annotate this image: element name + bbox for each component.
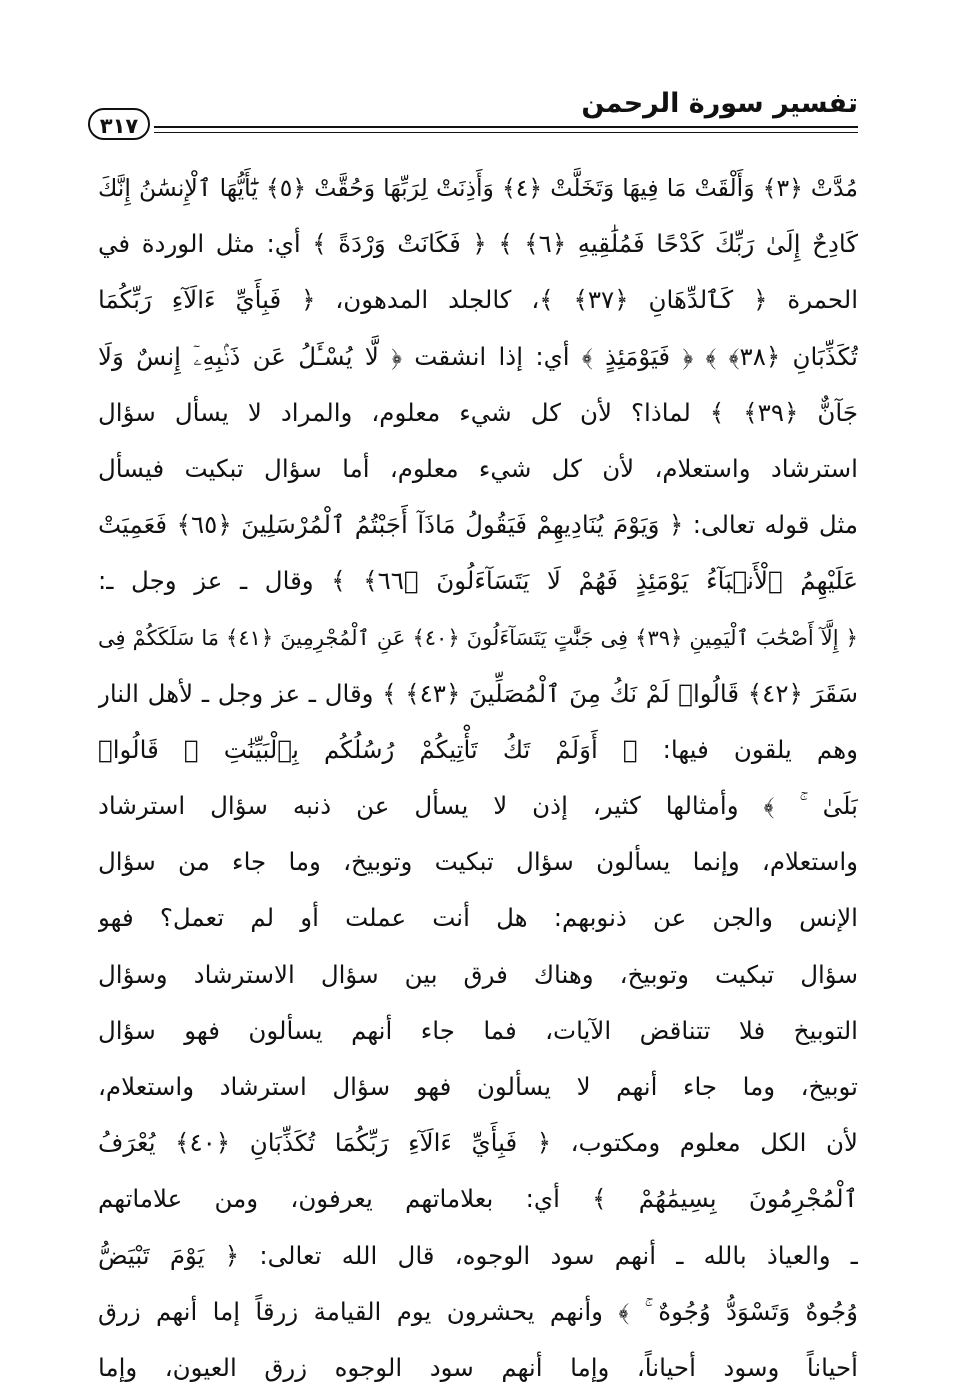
- text-line: الإنس والجن عن ذنوبهم: هل أنت عملت أو لم تعمل؟ فهو: [98, 903, 858, 933]
- text-line: استرشاد واستعلام، لأن كل شيء معلوم، أما سؤال تبكيت فيسأل: [98, 453, 858, 483]
- header-rule-thin: [154, 132, 858, 133]
- text-line: لأن الكل معلوم ومكتوب، ﴿ فَبِأَيِّ ءَالَآءِ رَبِّكُمَا تُكَذِّبَانِ ﴿٤٠﴾ يُعْرَفُ: [98, 1128, 858, 1158]
- page-number-badge: ٣١٧: [88, 108, 150, 140]
- text-line: سَقَرَ ﴿٤٢﴾ قَالُوا۟ لَمْ نَكُ مِنَ ٱلْمُصَلِّينَ ﴿٤٣﴾ ﴾ وقال ـ عز وجل ـ لأهل النار: [98, 678, 858, 708]
- text-line: كَادِحٌ إِلَىٰ رَبِّكَ كَدْحًا فَمُلَٰقِيهِ ﴿٦﴾ ﴾ ﴿ فَكَانَتْ وَرْدَةً ﴾ أي: مثل الوردة في: [98, 229, 858, 259]
- text-line: مثل قوله تعالى: ﴿ وَيَوْمَ يُنَادِيهِمْ فَيَقُولُ مَاذَآ أَجَبْتُمُ ٱلْمُرْسَلِينَ ﴿٦٥﴾ فَعَمِيَتْ: [98, 510, 858, 540]
- header-rule: [154, 126, 858, 128]
- text-line: الحمرة ﴿ كَٱلدِّهَانِ ﴿٣٧﴾ ﴾، كالجلد المدهون، ﴿ فَبِأَيِّ ءَالَآءِ رَبِّكُمَا: [98, 285, 858, 315]
- text-line: التوبيخ فلا تتناقض الآيات، فما جاء أنهم يسألون فهو سؤال: [98, 1015, 858, 1045]
- text-line: وهم يلقون فيها: ﴿ أَوَلَمْ تَكُ تَأْتِيكُمْ رُسُلُكُم بِٱلْبَيِّنَٰتِ ۖ قَالُوا۟: [98, 734, 858, 764]
- text-line: ﴿ إِلَّآ أَصْحَٰبَ ٱلْيَمِينِ ﴿٣٩﴾ فِى جَنَّٰتٍ يَتَسَآءَلُونَ ﴿٤٠﴾ عَنِ ٱلْمُجْرِمِينَ ﴿٤١﴾ مَا سَلَكَكُمْ فِى: [98, 625, 858, 650]
- text-line: أحياناً وسود أحياناً، وإما أنهم سود الوجوه زرق العيون، وإما: [98, 1352, 858, 1382]
- text-line: واستعلام، وإنما يسألون سؤال تبكيت وتوبيخ، وما جاء من سؤال: [98, 847, 858, 877]
- page-header: [88, 84, 858, 144]
- text-line: بَلَىٰ ۚ ﴾ وأمثالها كثير، إذن لا يسأل عن ذنبه سؤال استرشاد: [98, 791, 858, 821]
- page-body: [98, 160, 858, 1396]
- running-title: تفسير سورة الرحمن: [581, 88, 858, 119]
- text-line: عَلَيْهِمُ ٱلْأَنۢبَآءُ يَوْمَئِذٍ فَهُمْ لَا يَتَسَآءَلُونَ ﴿٦٦﴾ ﴾ وقال ـ عز وجل ـ:: [98, 566, 858, 596]
- text-line: تُكَذِّبَانِ ﴿٣٨﴾ ﴾ ﴿ فَيَوْمَئِذٍ ﴾ أي: إذا انشقت ﴿ لَّا يُسْـَٔلُ عَن ذَنۢبِهِۦٓ إِنسٌ وَلَا: [98, 341, 858, 371]
- text-line: توبيخ، وما جاء أنهم لا يسألون فهو سؤال استرشاد واستعلام،: [98, 1072, 858, 1101]
- text-line: وُجُوهٌ وَتَسْوَدُّ وُجُوهٌ ۚ ﴾ وأنهم يحشرون يوم القيامة زرقاً إما أنهم زرق: [98, 1296, 858, 1326]
- text-line: ٱلْمُجْرِمُونَ بِسِيمَٰهُمْ ﴾ أي: بعلاماتهم يعرفون، ومن علاماتهم: [98, 1184, 858, 1214]
- text-line: مُدَّتْ ﴿٣﴾ وَأَلْقَتْ مَا فِيهَا وَتَخَلَّتْ ﴿٤﴾ وَأَذِنَتْ لِرَبِّهَا وَحُقَّتْ ﴿٥﴾ يَٰٓأَيُّهَا ٱلْإِنسَٰنُ إِنَّكَ: [98, 174, 858, 202]
- text-line: ـ والعياذ بالله ـ أنهم سود الوجوه، قال الله تعالى: ﴿ يَوْمَ تَبْيَضُّ: [98, 1240, 858, 1270]
- text-line: جَآنٌّ ﴿٣٩﴾ ﴾ لماذا؟ لأن كل شيء معلوم، والمراد لا يسأل سؤال: [98, 397, 858, 427]
- text-line: سؤال تبكيت وتوبيخ، وهناك فرق بين سؤال الاسترشاد وسؤال: [98, 959, 858, 989]
